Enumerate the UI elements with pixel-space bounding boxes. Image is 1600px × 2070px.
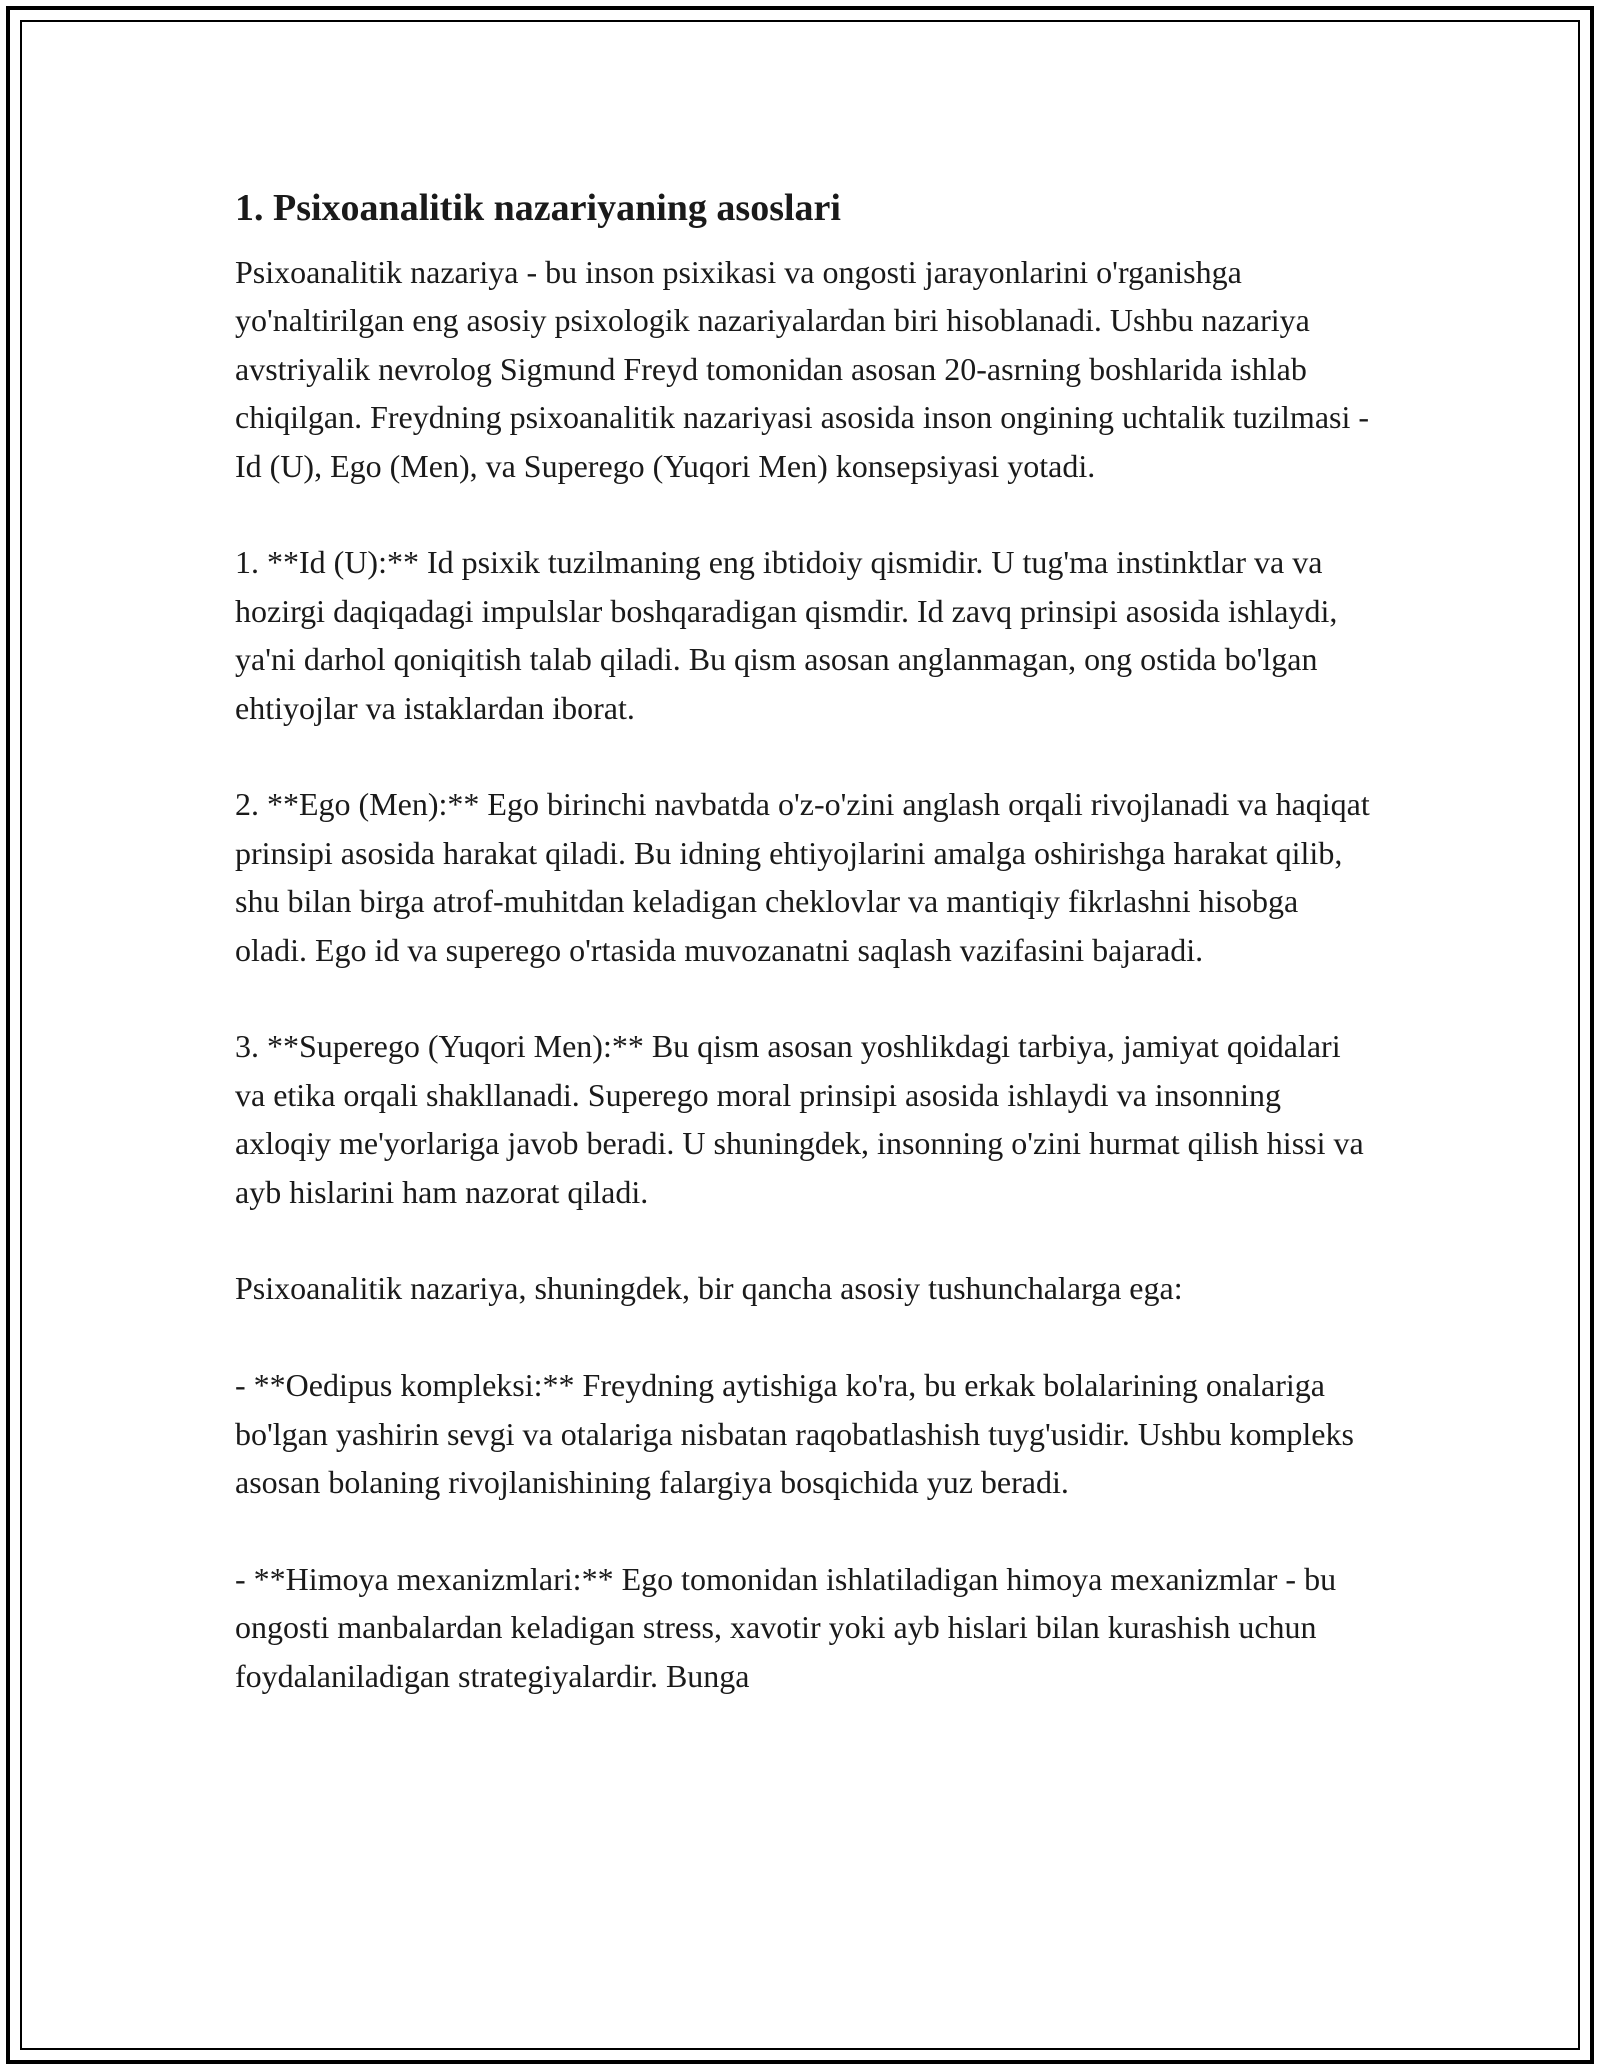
paragraph-defense-mechanisms: - **Himoya mexanizmlari:** Ego tomonidan ishlatiladigan himoya mexanizmlar - bu ongosti manbalardan keladigan stress, xavotir yoki ayb hislari bilan kurashish uchun foydalaniladigan strategiyalardir. Bunga — [235, 1560, 1337, 1694]
paragraph-id: 1. **Id (U):** Id psixik tuzilmaning eng ibtidoiy qismidir. U tug'ma instinktlar va va hozirgi daqiqadagi impulslar boshqaradigan qismdir. Id zavq prinsipi asosida ishlaydi, ya'ni darhol qoniqitish talab qiladi. Bu qism asosan anglanmagan, ong ostida bo'lgan ehtiyojlar va istaklardan iborat. — [235, 544, 1338, 726]
paragraph-concepts-intro: Psixoanalitik nazariya, shuningdek, bir qancha asosiy tushunchalarga ega: — [235, 1270, 1183, 1307]
paragraph-intro: Psixoanalitik nazariya - bu inson psixikasi va ongosti jarayonlarini o'rganishga yo'naltirilgan eng asosiy psixologik nazariyalardan biri hisoblanadi. Ushbu nazariya avstriyalik nevrolog Sigmund Freyd tomonidan asosan 20-asrning boshlarida ishlab chiqilgan. Freydning psixoanalitik nazariyasi asosida inson ongining uchtalik tuzilmasi - Id (U), Ego (Men), va Superego (Yuqori Men) konsepsiyasi yotadi. — [235, 254, 1370, 484]
paragraph-ego: 2. **Ego (Men):** Ego birinchi navbatda o'z-o'zini anglash orqali rivojlanadi va haqiqat prinsipi asosida harakat qiladi. Bu idning ehtiyojlarini amalga oshirishga harakat qilib, shu bilan birga atrof-muhitdan keladigan cheklovlar va mantiqiy fikrlashni hisobga oladi. Ego id va superego o'rtasida muvozanatni saqlash vazifasini bajaradi. — [235, 786, 1370, 968]
paragraph-oedipus: - **Oedipus kompleksi:** Freydning aytishiga ko'ra, bu erkak bolalarining onalariga bo'lgan yashirin sevgi va otalariga nisbatan raqobatlashish tuyg'usidir. Ushbu kompleks asosan bolaning rivojlanishining falargiya bosqichida yuz beradi. — [235, 1367, 1354, 1501]
paragraph-superego: 3. **Superego (Yuqori Men):** Bu qism asosan yoshlikdagi tarbiya, jamiyat qoidalari va etika orqali shakllanadi. Superego moral prinsipi asosida ishlaydi va insonning axloqiy me'yorlariga javob beradi. U shuningdek, insonning o'zini hurmat qilish hissi va ayb hislarini ham nazorat qiladi. — [235, 1028, 1364, 1210]
section-heading: 1. Psixoanalitik nazariyaning asoslari — [235, 187, 841, 229]
document-body — [235, 184, 1375, 1700]
